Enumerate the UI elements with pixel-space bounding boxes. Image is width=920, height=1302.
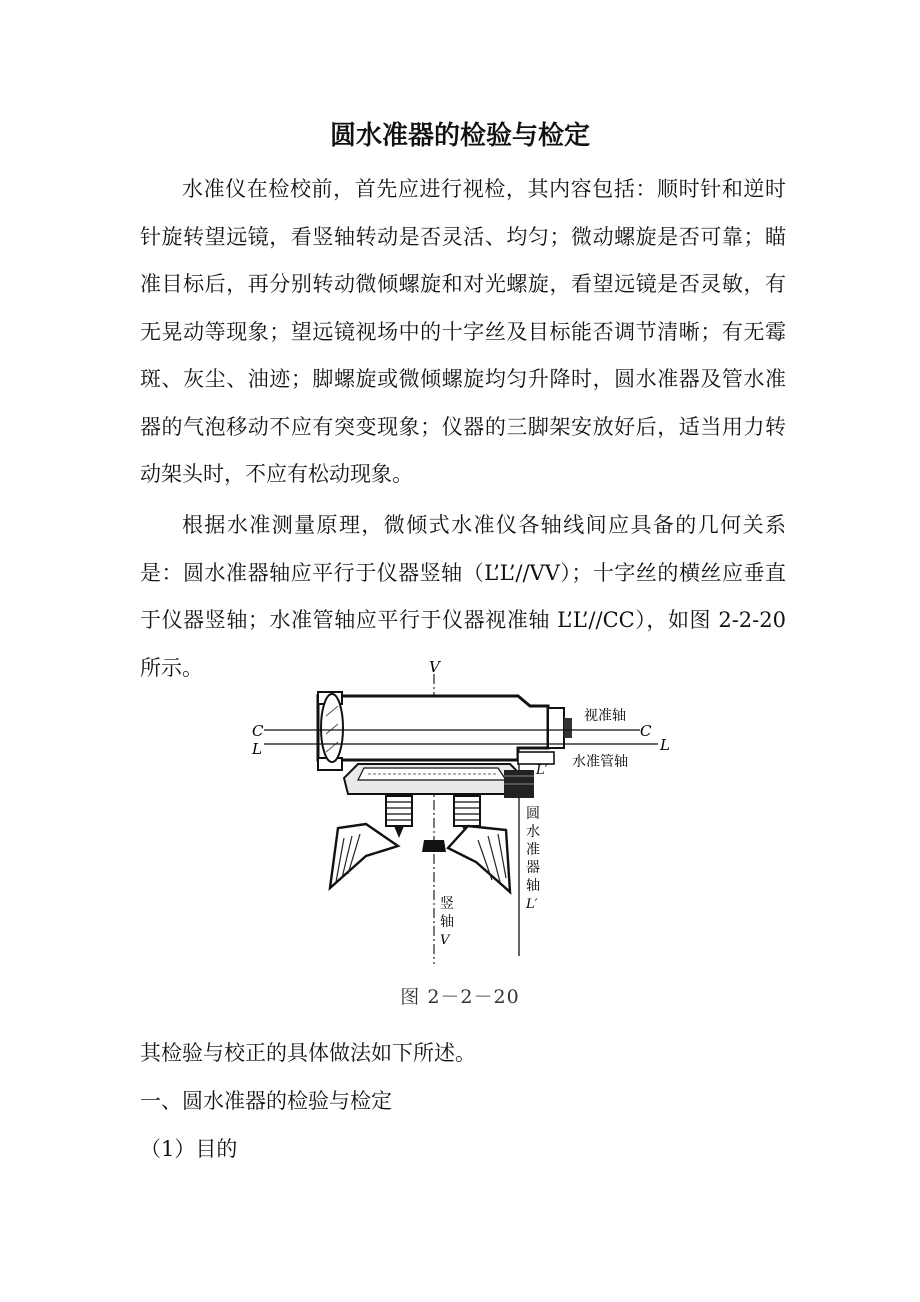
label-l-right: L: [660, 736, 670, 754]
label-circular-axis-3: 准: [526, 842, 540, 858]
label-c-right: C: [640, 722, 652, 740]
figure-caption: 图 2－2－20: [400, 986, 520, 1008]
method-intro-line: 其检验与校正的具体做法如下所述。: [140, 1041, 476, 1065]
label-v-top: V: [429, 658, 440, 676]
label-vertical-axis-2: 轴: [440, 914, 454, 930]
page-title: 圆水准器的检验与检定: [329, 121, 590, 151]
label-circular-axis-5: 轴: [526, 878, 540, 894]
label-circular-axis-2: 水: [526, 824, 540, 840]
label-circular-axis-1: 圆: [526, 806, 540, 822]
label-tube-axis: 水准管轴: [572, 754, 628, 770]
tripod-leg-right: [448, 826, 510, 892]
label-l-left: L: [252, 740, 262, 758]
label-circular-axis-l: L′: [526, 897, 538, 912]
subsection-heading: （1）目的: [140, 1137, 238, 1161]
objective-lens: [321, 694, 343, 762]
label-circular-axis-4: 器: [526, 860, 540, 876]
eyepiece-cap: [564, 718, 572, 738]
foot-screw-right: [454, 796, 480, 826]
section-heading: 一、圆水准器的检验与检定: [140, 1089, 392, 1113]
label-vertical-axis-1: 竖: [440, 896, 454, 912]
intro-paragraph: 水准仪在检校前，首先应进行视检，其内容包括：顺时针和逆时针旋转望远镜，看竖轴转动是否灵活、均匀；微动螺旋是否可靠；瞄准目标后，再分别转动微倾螺旋和对光螺旋，看望远镜是否灵敏，有无晃动等现象；望远镜视场中的十字丝及目标能否调节清晰；有无霉斑、灰尘、油迹；脚螺旋或微倾螺旋均匀升降时，圆水准器及管水准器的气泡移动不应有突变现象；仪器的三脚架安放好后，适当用力转动架头时，不应有松动现象。: [140, 177, 786, 486]
label-l-prime: L′: [536, 763, 548, 778]
foot-screw-left: [386, 796, 412, 826]
label-c-left: C: [252, 722, 264, 740]
telescope-body: [318, 696, 548, 760]
label-vertical-axis-v: V: [440, 933, 450, 948]
level-instrument-figure: [248, 656, 688, 966]
geometry-paragraph: 根据水准测量原理，微倾式水准仪各轴线间应具备的几何关系是：圆水准器轴应平行于仪器竖轴（L’L’//VV）；十字丝的横丝应垂直于仪器竖轴；水准管轴应平行于仪器视准轴 L’L’//CC），如图 2-2-20 所示。: [140, 513, 786, 680]
tripod-center-screw: [422, 840, 446, 852]
eyepiece: [548, 708, 564, 748]
label-sight-axis: 视准轴: [584, 708, 626, 724]
